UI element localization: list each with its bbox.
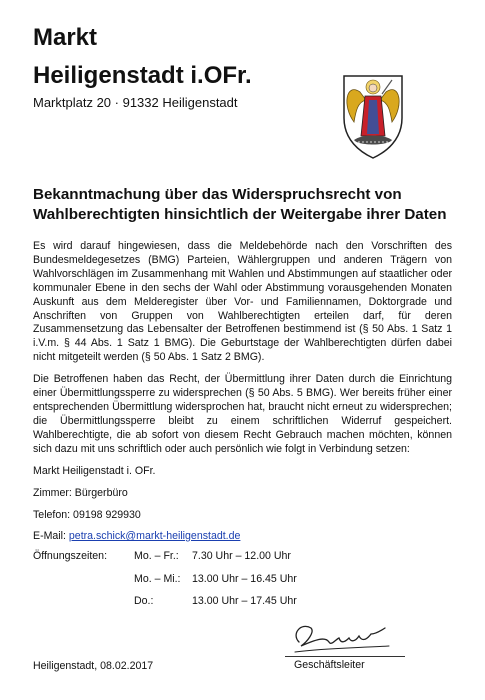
contact-phone: Telefon: 09198 929930 bbox=[33, 509, 141, 521]
email-label: E-Mail: bbox=[33, 530, 69, 542]
hours-days: Do.: bbox=[134, 595, 154, 607]
hours-days: Mo. – Mi.: bbox=[134, 572, 181, 585]
paragraph-1: Es wird darauf hingewiesen, dass die Meldebehörde nach den Vorschriften des Bundesmeldegesetzes (BMG) Parteien, Wählergruppen und anderen Trägern von Wahlvorschlägen im Zusammenhang mit Wahlen und Abstimmungen auf staatlicher oder kommunaler Ebene in den sechs der Wahl oder Abstimmung vorausgehenden Monaten Auskunft aus dem Melderegister über Vor- und Familiennamen, Doktorgrade und Anschriften von Gruppen von Wahlberechtigten erteilen darf, für deren Zusammensetzung das Lebensalter der Betroffenen bestimmend ist (§ 50 Abs. 1 Satz 1 i.V.m. § 44 Abs. 1 Satz 1 BMG). Die Geburtstage der Wahlberechtigten dürfen dabei nicht mitgeteilt werden (§ 50 Abs. 1 Satz 2 BMG). bbox=[33, 240, 452, 364]
hours-row bbox=[134, 594, 297, 617]
signature-line bbox=[285, 656, 405, 657]
hours-time: 13.00 Uhr – 17.45 Uhr bbox=[192, 595, 297, 607]
org-name: Markt bbox=[33, 24, 98, 51]
document-title bbox=[33, 185, 463, 225]
paragraph-2: Die Betroffenen haben das Recht, der Übermittlung ihrer Daten durch die Einrichtung einer Übermittlungssperre zu widersprechen (§ 50 Abs. 5 BMG). Wer bereits früher einer entsprechenden Übermittlung widersprochen hat, braucht nicht erneut zu widersprechen; die Übermittlungssperre bleibt zu einem schriftlichen Widerruf gespeichert. Wahlberechtigte, die ab sofort von diesem Recht Gebrauch machen möchten, können sich dazu mit uns schriftlich oder auch persönlich wie folgt in Verbindung setzen: bbox=[33, 373, 452, 455]
hours-row bbox=[134, 572, 297, 595]
hours-time: 13.00 Uhr – 16.45 Uhr bbox=[192, 572, 297, 585]
hours-time: 7.30 Uhr – 12.00 Uhr bbox=[192, 550, 291, 562]
opening-hours-label: Öffnungszeiten: bbox=[33, 550, 108, 562]
hours-row bbox=[134, 549, 297, 572]
hours-days: Mo. – Fr.: bbox=[134, 550, 179, 562]
contact-name: Markt Heiligenstadt i. OFr. bbox=[33, 465, 156, 477]
contact-room: Zimmer: Bürgerbüro bbox=[33, 487, 128, 499]
title-line-2: Wahlberechtigten hinsichtlich der Weitergabe ihrer Daten bbox=[33, 206, 447, 223]
town-name: Heiligenstadt i.OFr. bbox=[33, 62, 252, 89]
body-text bbox=[33, 240, 452, 465]
email-link[interactable]: petra.schick@markt-heiligenstadt.de bbox=[68, 530, 241, 542]
place-date: Heiligenstadt, 08.02.2017 bbox=[33, 660, 154, 672]
opening-hours-list bbox=[134, 549, 297, 617]
signature-icon bbox=[285, 612, 395, 660]
contact-email-row bbox=[33, 529, 453, 543]
address: Marktplatz 20 · 91332 Heiligenstadt bbox=[33, 95, 238, 110]
signer-title: Geschäftsleiter bbox=[294, 659, 365, 671]
title-line-1: Bekanntmachung über das Widerspruchsrecht von bbox=[33, 186, 402, 203]
coat-of-arms-icon bbox=[338, 70, 408, 160]
